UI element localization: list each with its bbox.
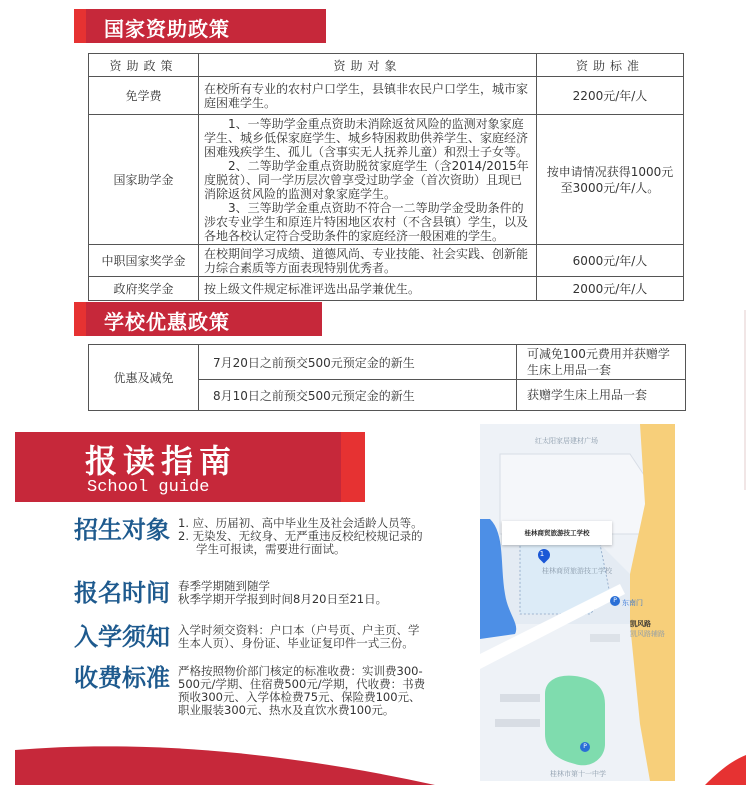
section-banner-school-guide	[15, 432, 365, 502]
section-title: 国家资助政策	[104, 17, 230, 41]
guide-body	[178, 515, 423, 556]
condition-cell: 8月10日之前预交500元预定金的新生	[199, 380, 517, 411]
benefit-cell: 可减免100元费用并获赠学生床上用品一套	[517, 345, 686, 380]
guide-body	[178, 622, 420, 652]
guide-line: 秋季学期开学报到时间8月20日至21日。	[178, 592, 388, 606]
guide-item-registration-time	[74, 578, 387, 608]
standard-cell: 2000元/年/人	[537, 277, 684, 301]
guide-line: 入学时须交资料：户口本（户号页、户主页、学	[178, 623, 420, 637]
column-header: 资助对象	[199, 54, 537, 77]
guide-line: 2. 无染发、无纹身、无严重违反校纪校规记录的	[178, 529, 423, 543]
banner-accent	[74, 302, 86, 336]
guide-line: 500元/学期、住宿费500元/学期，代收费：书费	[178, 677, 426, 691]
guide-heading: 入学须知	[74, 623, 170, 651]
standard-cell: 6000元/年/人	[537, 245, 684, 277]
map-label-school: 桂林商贸旅游技工学校	[542, 567, 612, 575]
policy-cell: 政府奖学金	[89, 277, 199, 301]
national-aid-table	[88, 53, 684, 301]
table-row	[89, 245, 684, 277]
policy-cell: 国家助学金	[89, 115, 199, 245]
bottom-wave-decoration	[15, 740, 746, 785]
standard-cell: 按申请情况获得1000元至3000元/年/人。	[537, 115, 684, 245]
guide-line: 预收300元、入学体检费75元、保险费100元、	[178, 690, 421, 704]
guide-line: 春季学期随到随学	[178, 579, 270, 593]
guide-heading: 收费标准	[74, 664, 170, 692]
guide-subtitle: School guide	[87, 478, 210, 497]
condition-cell: 7月20日之前预交500元预定金的新生	[199, 345, 517, 380]
table-header-row	[89, 54, 684, 77]
policy-cell: 中职国家奖学金	[89, 245, 199, 277]
target-cell: 在校期间学习成绩、道德风尚、专业技能、社会实践、创新能力综合素质等方面表现特别优秀者。	[199, 245, 537, 277]
map-label-market: 红太阳家居建材广场	[535, 437, 598, 445]
parking-icon[interactable]: P	[580, 742, 590, 752]
guide-heading: 报名时间	[74, 579, 170, 607]
guide-line: 职业服装300元、热水及直饮水费100元。	[178, 703, 395, 717]
guide-body	[178, 663, 425, 717]
guide-line: 严格按照物价部门核定的标准收费：实训费300-	[178, 664, 423, 678]
map-graphics	[480, 424, 675, 781]
map-pin-icon[interactable]: 1	[536, 547, 553, 564]
banner-accent	[74, 9, 86, 43]
target-paragraph: 3、三等助学金重点资助不符合一二等助学金受助条件的涉农专业学生和原连片特困地区农村（不含县镇）学生，以及各地各校认定符合受助条件的家庭经济一般困难的学生。	[204, 200, 529, 243]
map-callout[interactable]: 桂林商贸旅游技工学校	[502, 521, 612, 545]
school-discount-table	[88, 344, 686, 411]
target-cell: 按上级文件规定标准评选出品学兼优生。	[199, 277, 537, 301]
guide-body	[178, 578, 387, 608]
map-label-road: 凯风路	[630, 620, 651, 628]
guide-item-enrollment-target	[74, 515, 423, 556]
guide-item-admission-notice	[74, 622, 420, 652]
target-cell: 在校所有专业的农村户口学生，县镇非农民户口学生，城市家庭困难学生。	[199, 77, 537, 115]
section-title: 学校优惠政策	[104, 310, 230, 334]
map-label-bottom-school: 桂林市第十一中学	[550, 770, 606, 778]
column-header: 资助政策	[89, 54, 199, 77]
policy-cell: 免学费	[89, 77, 199, 115]
section-banner-school-discount	[74, 302, 322, 336]
map-label-gate: 东南门	[622, 599, 643, 607]
section-banner-national-aid	[74, 9, 326, 43]
guide-line: 1. 应、历届初、高中毕业生及社会适龄人员等。	[178, 516, 423, 530]
guide-item-fee-standard	[74, 663, 425, 717]
table-row	[89, 115, 684, 245]
target-cell	[199, 115, 537, 245]
table-row	[89, 345, 686, 380]
guide-line: 生本人页）、身份证、毕业证复印件一式三份。	[178, 636, 414, 650]
guide-heading: 招生对象	[74, 516, 170, 544]
category-cell: 优惠及减免	[89, 345, 199, 411]
column-header: 资助标准	[537, 54, 684, 77]
guide-line: 学生可报读，需要进行面试。	[196, 542, 346, 556]
parking-icon[interactable]: P	[610, 596, 620, 606]
target-paragraph: 2、二等助学金重点资助脱贫家庭学生（含2014/2015年度脱贫）、同一学历层次曾享受过助学金（首次资助）且现已消除返贫风险的监测对象家庭学生。	[204, 158, 529, 201]
banner-accent	[341, 432, 365, 502]
standard-cell: 2200元/年/人	[537, 77, 684, 115]
target-paragraph: 1、一等助学金重点资助未消除返贫风险的监测对象家庭学生、城乡低保家庭学生、城乡特困救助供养学生、家庭经济困难残疾学生、孤儿（含事实无人抚养儿童）和烈士子女等。	[204, 116, 529, 159]
benefit-cell: 获赠学生床上用品一套	[517, 380, 686, 411]
guide-title: 报读指南	[85, 442, 238, 480]
map-label-side-road: 凯风路辅路	[630, 630, 665, 638]
table-row	[89, 277, 684, 301]
location-map[interactable]	[480, 424, 675, 781]
table-row	[89, 77, 684, 115]
